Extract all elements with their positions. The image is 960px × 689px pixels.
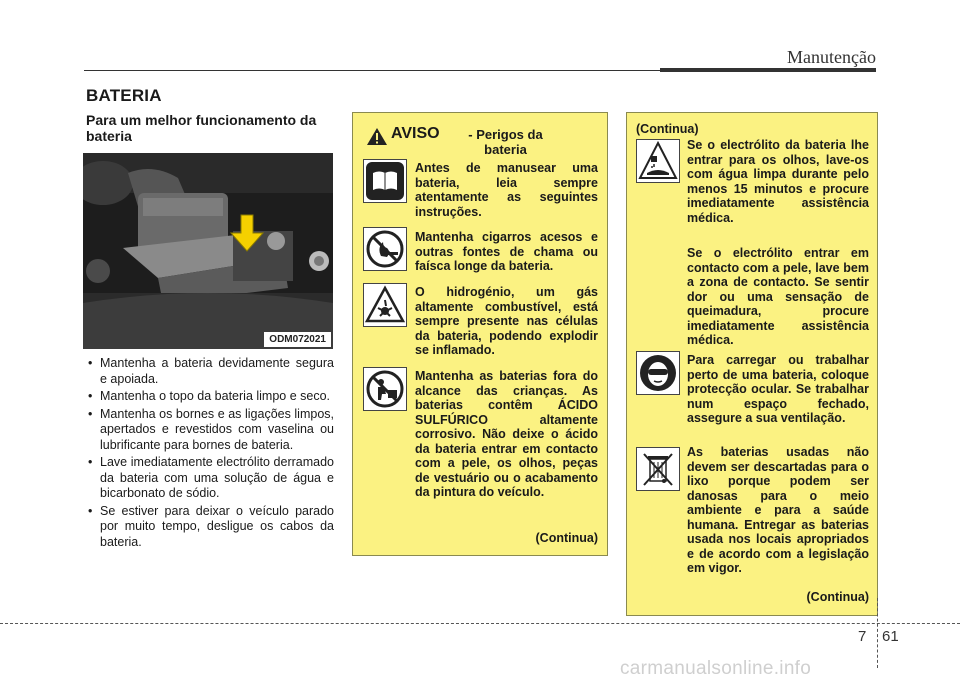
warning-box — [352, 112, 608, 556]
chapter-title: Manutenção — [787, 47, 876, 67]
footer-rule — [0, 623, 960, 624]
section-subtitle: Para um melhor funcionamento da bateria — [86, 112, 317, 144]
warning-text: Se o electrólito da bateria lhe entrar para os olhos, lave-os com água limpa durante pelo menos 15 minutos e procure imediatamente assistência médica. — [687, 138, 869, 225]
list-item: • Mantenha o topo da bateria limpo e seco. — [86, 389, 334, 405]
keep-away-children-icon — [363, 367, 407, 411]
read-manual-icon — [363, 159, 407, 203]
page-number: 61 — [882, 628, 899, 645]
footer-divider — [877, 598, 878, 668]
warning-triangle-icon — [366, 127, 388, 146]
engine-bay-illustration — [83, 153, 333, 349]
warning-text: Para carregar ou trabalhar perto de uma bateria, coloque protecção ocular. Se trabalhar num espaço fechado, assegure a sua ventilação. — [687, 353, 869, 425]
continued-label: (Continua) — [535, 531, 598, 545]
warning-box-continued — [626, 112, 878, 616]
corrosive-acid-icon — [636, 139, 680, 183]
header-rule-accent — [660, 68, 876, 72]
list-item: • Mantenha a bateria devidamente segura e apoiada. — [86, 356, 334, 387]
battery-tips-list — [86, 356, 334, 552]
warning-text: Mantenha cigarros acesos e outras fontes de chama ou faísca longe da bateria. — [415, 230, 598, 273]
continued-label: (Continua) — [806, 590, 869, 604]
photo-code: ODM072021 — [264, 332, 331, 347]
warning-text: Se o electrólito entrar em contacto com a pele, lave bem a zona de contacto. Se sentir dor ou uma sensação de queimadura, procure imediatamente assistência médica. — [687, 246, 869, 347]
chapter-number: 7 — [858, 628, 867, 645]
continued-label: (Continua) — [636, 122, 699, 136]
list-item: • Mantenha os bornes e as ligações limpos, apertados e revestidos com vaselina ou lubrificante para bornes de bateria. — [86, 407, 334, 454]
eye-protection-icon — [636, 351, 680, 395]
watermark: carmanualsonline.info — [620, 658, 812, 679]
explosion-hazard-icon — [363, 283, 407, 327]
warning-title: - Perigos da bateria — [468, 127, 543, 157]
no-smoking-flame-icon — [363, 227, 407, 271]
warning-text: O hidrogénio, um gás altamente combustível, está sempre presente nas células da bateria, podendo explodir se inflamado. — [415, 285, 598, 357]
warning-text: Mantenha as baterias fora do alcance das crianças. As baterias contêm ÁCIDO SULFÚRICO altamente corrosivo. Não deixe o ácido da bateria entrar em contacto com a pele, os olhos, peças de vestuário ou o acabamento da pintura do veículo. — [415, 369, 598, 499]
list-item: • Se estiver para deixar o veículo parado por muito tempo, desligue os cabos da bateria. — [86, 504, 334, 551]
warning-label: AVISO — [391, 125, 440, 142]
warning-text: As baterias usadas não devem ser descartadas para o lixo porque podem ser danosas para o meio ambiente e para a saúde humana. Entregar as baterias usada nos locais apropriados e de acordo com a legislação em vigor. — [687, 445, 869, 575]
crossed-bin-icon — [636, 447, 680, 491]
warning-text: Antes de manusear uma bateria, leia sempre atentamente as seguintes instruções. — [415, 161, 598, 219]
engine-bay-photo — [83, 153, 333, 349]
list-item: • Lave imediatamente electrólito derramado da bateria com uma solução de água e bicarbonato de sódio. — [86, 455, 334, 502]
section-title: BATERIA — [86, 86, 162, 105]
